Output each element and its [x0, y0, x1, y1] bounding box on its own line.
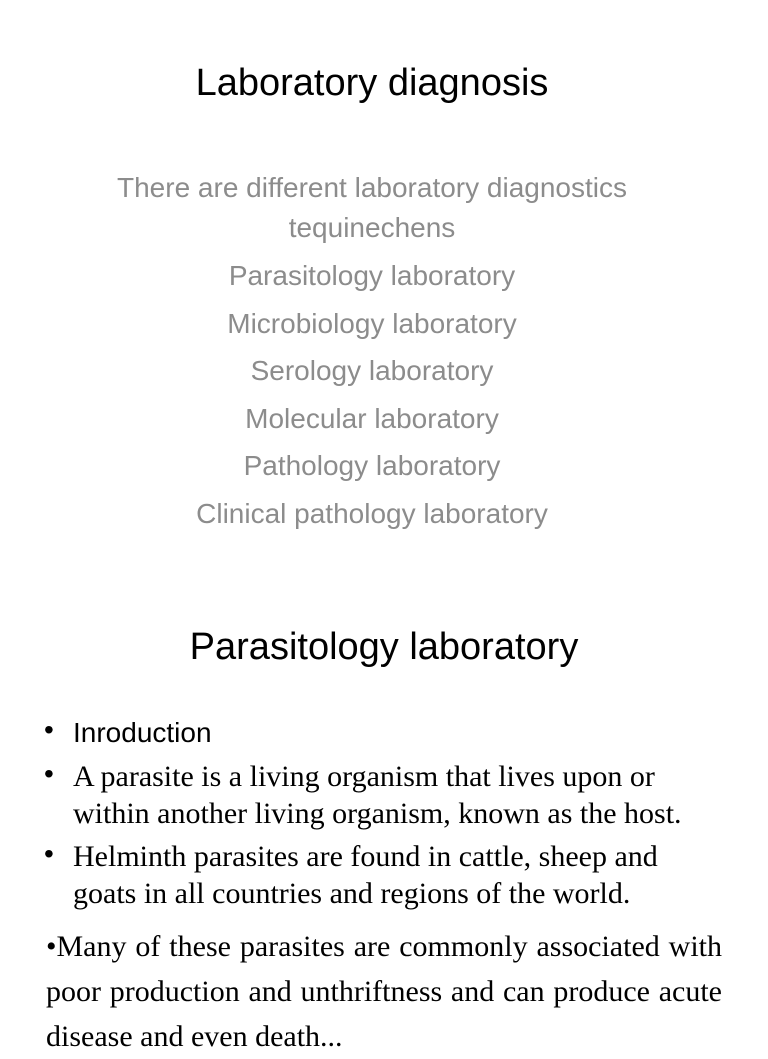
bullet-icon: •	[44, 714, 54, 745]
list-item: Serology laboratory	[250, 355, 494, 386]
list-item: Parasitology laboratory	[228, 260, 516, 291]
list-item: Molecular laboratory	[245, 402, 499, 434]
body-paragraph: •Many of these parasites are commonly associated with poor production and unthriftness and can produce acute disease and even death...	[46, 930, 722, 1053]
bullet-icon: •	[44, 758, 54, 789]
slide-parasitology-laboratory	[0, 580, 768, 1053]
list-item	[44, 838, 724, 912]
slide-title: Laboratory diagnosis	[195, 62, 549, 104]
bullet-list	[44, 714, 724, 918]
list-item: Pathology laboratory	[243, 450, 501, 481]
list-item	[44, 714, 724, 752]
diagnostics-list	[0, 168, 744, 541]
list-item: There are different laboratory diagnostics tequinechens	[117, 172, 627, 243]
list-item: Microbiology laboratory	[227, 307, 517, 339]
bullet-text: Helminth parasites are found in cattle, sheep and goats in all countries and regions of the world.	[73, 840, 658, 910]
list-item	[44, 758, 724, 832]
bullet-text: Inroduction	[73, 717, 212, 748]
bullet-text: A parasite is a living organism that lives upon or within another living organism, known as the host.	[73, 760, 682, 830]
list-item: Clinical pathology laboratory	[196, 497, 548, 529]
slide-title: Parasitology laboratory	[189, 626, 579, 668]
bullet-icon: •	[44, 838, 54, 869]
